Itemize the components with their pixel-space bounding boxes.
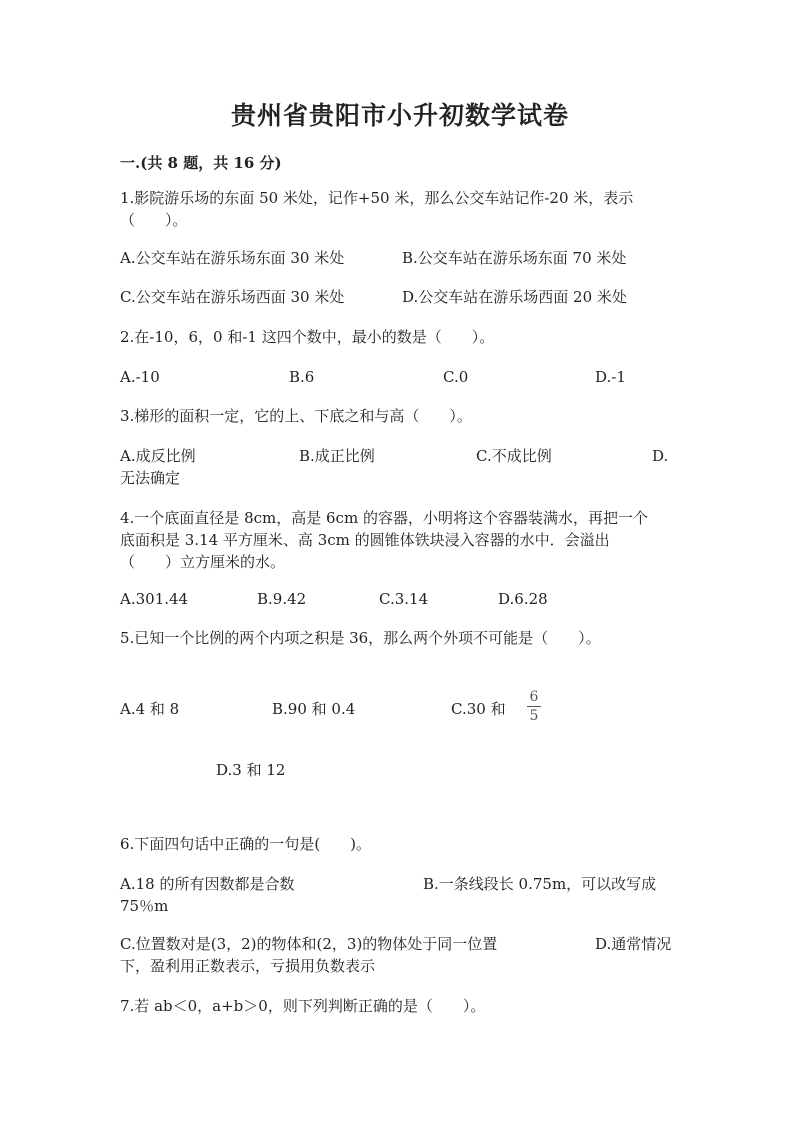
question-4-line-1: 4.一个底面直径是 8cm，高是 6cm 的容器，小明将这个容器装满水，再把一个 [120, 509, 648, 527]
question-6-option-b: B.一条线段长 0.75m，可以改写成 [423, 875, 657, 893]
fraction-denominator: 5 [529, 708, 539, 724]
question-3-option-c: C.不成比例 [476, 447, 552, 465]
question-4-option-c: C.3.14 [379, 590, 429, 608]
section-heading: 一.(共 8 题，共 16 分) [120, 154, 282, 172]
question-6-option-a: A.18 的所有因数都是合数 [120, 875, 295, 893]
fraction-numerator: 6 [529, 689, 539, 705]
page-title: 贵州省贵阳市小升初数学试卷 [230, 101, 569, 130]
question-4-option-a: A.301.44 [120, 590, 189, 608]
question-3-option-b: B.成正比例 [299, 447, 375, 465]
question-2-option-b: B.6 [289, 368, 315, 386]
question-6-line-1: 6.下面四句话中正确的一句是( )。 [120, 835, 372, 853]
question-5-option-b: B.90 和 0.4 [272, 700, 356, 718]
question-1-line-1: 1.影院游乐场的东面 50 米处，记作+50 米，那么公交车站记作-20 米，表示 [120, 189, 634, 207]
question-1-option-b: B.公交车站在游乐场东面 70 米处 [402, 249, 627, 267]
question-6-option-d: D.通常情况 [595, 935, 672, 953]
question-6-option-c: C.位置数对是(3，2)的物体和(2，3)的物体处于同一位置 [120, 935, 498, 953]
question-5-option-d: D.3 和 12 [216, 761, 286, 779]
question-6-option-d-cont: 下，盈利用正数表示，亏损用负数表示 [120, 957, 376, 975]
question-1-option-c: C.公交车站在游乐场西面 30 米处 [120, 288, 345, 306]
fraction-six-fifths [527, 689, 541, 724]
question-1-line-2: （ ）。 [120, 211, 188, 229]
question-3-option-d-text: 无法确定 [120, 469, 181, 487]
question-2-option-c: C.0 [443, 368, 469, 386]
question-2-option-a: A.-10 [120, 368, 160, 386]
question-5-option-c: C.30 和 [451, 700, 506, 718]
fraction-bar [527, 706, 541, 707]
question-2-option-d: D.-1 [595, 368, 626, 386]
question-4-line-2: 底面积是 3.14 平方厘米、高 3cm 的圆锥体铁块浸入容器的水中．会溢出 [120, 531, 610, 549]
question-4-option-b: B.9.42 [257, 590, 307, 608]
question-5-option-a: A.4 和 8 [120, 700, 180, 718]
question-2-line-1: 2.在-10，6，0 和-1 这四个数中，最小的数是（ ）。 [120, 328, 495, 346]
question-3-option-d: D. [652, 447, 669, 465]
question-6-option-b-cont: 75％m [120, 897, 169, 915]
question-7-line-1: 7.若 ab＜0，a+b＞0，则下列判断正确的是（ ）。 [120, 997, 486, 1015]
question-3-line-1: 3.梯形的面积一定，它的上、下底之和与高（ ）。 [120, 407, 472, 425]
question-1-option-a: A.公交车站在游乐场东面 30 米处 [120, 249, 345, 267]
question-4-line-3: （ ）立方厘米的水。 [120, 553, 286, 571]
question-4-option-d: D.6.28 [498, 590, 548, 608]
question-1-option-d: D.公交车站在游乐场西面 20 米处 [402, 288, 627, 306]
question-3-option-a: A.成反比例 [120, 447, 196, 465]
question-5-line-1: 5.已知一个比例的两个内项之积是 36，那么两个外项不可能是（ ）。 [120, 629, 601, 647]
